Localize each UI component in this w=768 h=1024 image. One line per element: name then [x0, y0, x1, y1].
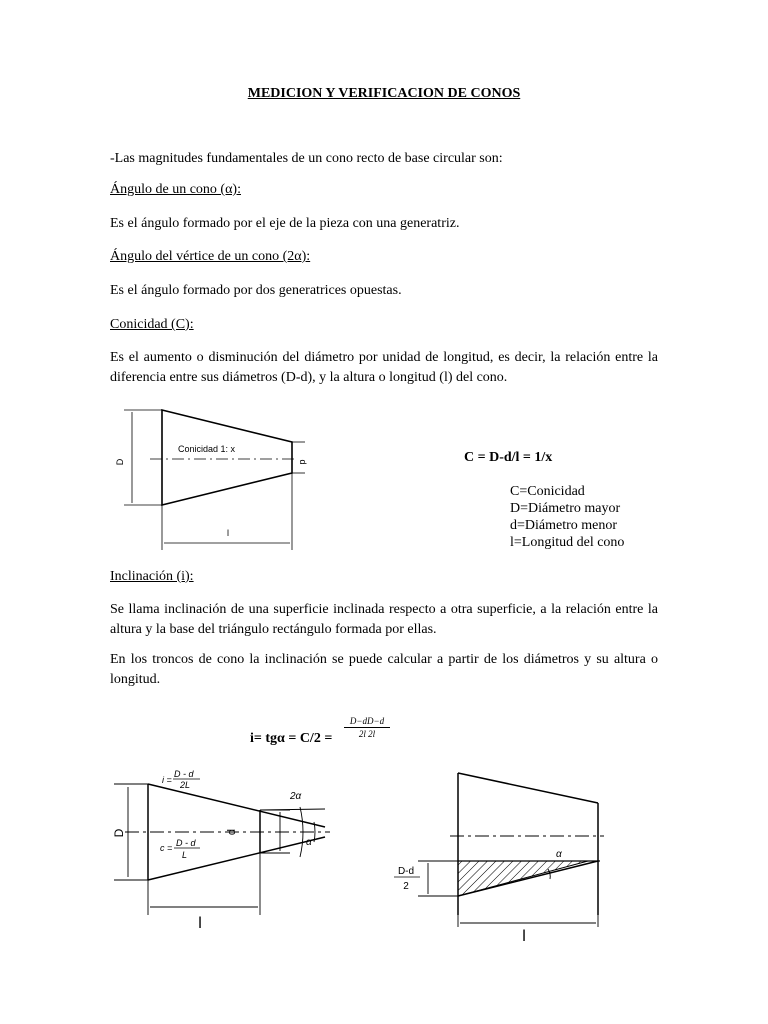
- inclination-eq: i =: [162, 775, 172, 785]
- heading-vertex-angle: Ángulo del vértice de un cono (2α):: [110, 249, 311, 264]
- inclination-annotation: [162, 769, 200, 790]
- fraction-numerator: D−dD−d: [344, 715, 390, 728]
- fraction-numerator: D-d: [397, 866, 415, 877]
- conicity-formula: C = D-d/l = 1/x: [464, 450, 553, 465]
- text-inclination-trunk: En los troncos de cono la inclinación se puede calcular a partir de los diámetros y su altura o longitud.: [110, 652, 658, 687]
- heading-inclination: Inclinación (i):: [110, 569, 194, 584]
- label-length: l: [227, 528, 229, 538]
- inclination-cone-diagram: [110, 765, 340, 965]
- legend-item: l=Longitud del cono: [510, 535, 625, 550]
- conicity-numerator: D - d: [176, 838, 196, 848]
- text-cone-angle: Es el ángulo formado por el eje de la pieza con una generatriz.: [110, 216, 460, 231]
- conicity-eq: c =: [160, 843, 173, 853]
- inclination-formula: i= tgα = C/2 =: [250, 731, 333, 746]
- conicity-ratio-label: Conicidad 1: x: [178, 444, 236, 454]
- heading-cone-angle: Ángulo de un cono (α):: [110, 182, 241, 197]
- inclination-fraction: [344, 715, 390, 741]
- conicity-annotation: [160, 838, 200, 860]
- inclination-section-diagram: [388, 765, 618, 955]
- half-difference-label: [394, 866, 420, 892]
- label-minor-diameter: d: [226, 828, 239, 836]
- legend-item: C=Conicidad: [510, 484, 585, 499]
- label-cone-angle: α: [556, 849, 562, 860]
- label-vertex-angle: 2α: [290, 791, 302, 802]
- label-length: l: [198, 915, 202, 932]
- label-major-diameter: D: [115, 458, 125, 466]
- text-inclination: Se llama inclinación de una superficie inclinada respecto a otra superficie, a la relación entre la altura y la base del triángulo rectángulo formada por ellas.: [110, 602, 658, 637]
- label-length: l: [522, 928, 526, 945]
- label-minor-diameter: d: [298, 459, 308, 465]
- label-cone-angle: α: [306, 837, 312, 848]
- legend-item: D=Diámetro mayor: [510, 501, 621, 516]
- conicity-denominator: L: [182, 850, 188, 860]
- page-title: MEDICION Y VERIFICACION DE CONOS: [247, 86, 521, 101]
- inclination-denominator: 2L: [180, 780, 191, 790]
- conicity-diagram: [110, 400, 310, 560]
- label-major-diameter: D: [111, 828, 126, 838]
- heading-conicity: Conicidad (C):: [110, 317, 194, 332]
- symbol-legend: [510, 483, 624, 551]
- text-conicity: Es el aumento o disminución del diámetro por unidad de longitud, es decir, la relación entre la diferencia entre sus diámetros (D-d), y la altura o longitud (l) del cono.: [110, 350, 658, 385]
- cone-outline: [162, 410, 292, 505]
- fraction-denominator: 2: [403, 881, 409, 892]
- fraction-denominator: 2l 2l: [358, 729, 376, 739]
- inclination-numerator: D - d: [174, 769, 194, 779]
- intro-text: -Las magnitudes fundamentales de un cono recto de base circular son:: [110, 151, 503, 166]
- text-vertex-angle: Es el ángulo formado por dos generatrices opuestas.: [110, 283, 402, 298]
- legend-item: d=Diámetro menor: [510, 518, 618, 533]
